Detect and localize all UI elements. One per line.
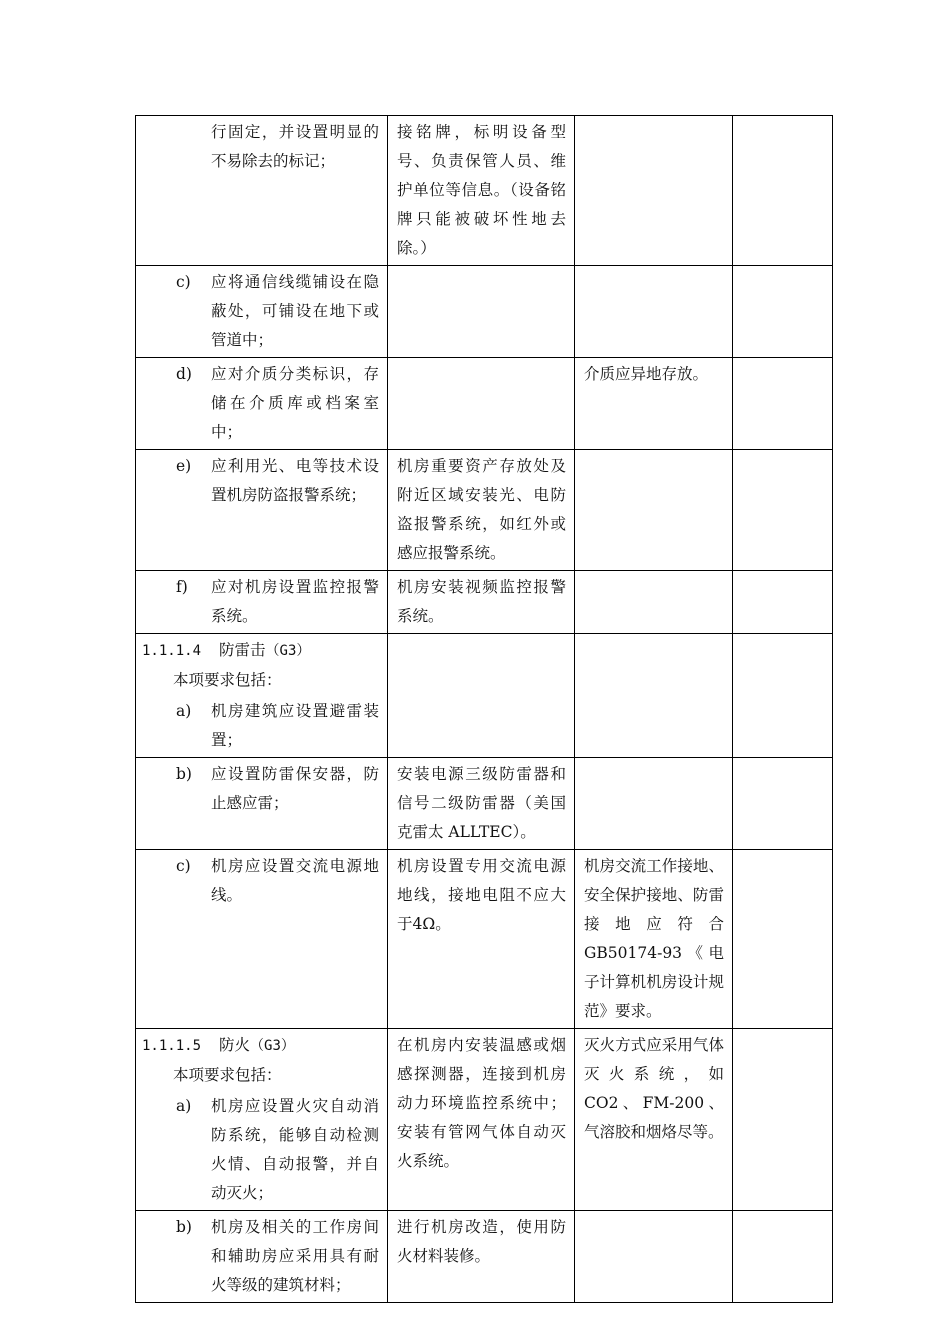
section-intro: 本项要求包括： — [173, 671, 282, 689]
measure-cell — [388, 450, 575, 571]
section-intro: 本项要求包括： — [173, 1066, 282, 1084]
measure-cell — [388, 358, 575, 450]
item-marker: a) — [176, 1097, 192, 1115]
section-level: （G3） — [265, 643, 311, 659]
section-number: 1.1.1.4 — [142, 643, 202, 659]
extra-text — [733, 266, 832, 270]
note-text — [575, 450, 732, 454]
item-marker: d) — [176, 365, 192, 383]
measure-text: 接铭牌，标明设备型号、负责保管人员、维护单位等信息。（设备铭牌只能被破坏性地去除。） — [397, 123, 566, 257]
extra-cell — [733, 116, 833, 266]
note-text — [575, 1211, 732, 1215]
extra-cell — [733, 850, 833, 1029]
extra-text — [733, 571, 832, 575]
measure-text: 机房设置专用交流电源地线，接地电阻不应大于4Ω。 — [397, 857, 566, 933]
item-marker: b) — [176, 765, 192, 783]
note-text: 介质应异地存放。 — [584, 365, 709, 383]
section-number: 1.1.1.5 — [142, 1038, 202, 1054]
item-marker: f) — [176, 578, 188, 596]
item-marker: b) — [176, 1218, 192, 1236]
requirements-table — [135, 115, 833, 1303]
note-text — [575, 266, 732, 270]
requirement-text: 应利用光、电等技术设置机房防盗报警系统； — [211, 457, 379, 504]
requirement-text: 行固定，并设置明显的不易除去的标记； — [211, 123, 379, 170]
note-cell — [575, 571, 733, 634]
section-heading — [136, 634, 387, 666]
note-cell — [575, 850, 733, 1029]
requirement-cell — [136, 571, 388, 634]
extra-text — [733, 116, 832, 120]
table-row — [136, 571, 833, 634]
note-cell — [575, 1211, 733, 1303]
measure-cell — [388, 571, 575, 634]
note-text: 灭火方式应采用气体灭火系统，如CO2、FM-200、气溶胶和烟烙尽等。 — [584, 1036, 724, 1141]
table-row — [136, 1211, 833, 1303]
extra-text — [733, 850, 832, 854]
measure-text — [388, 358, 574, 362]
table-row — [136, 758, 833, 850]
extra-cell — [733, 266, 833, 358]
table-row — [136, 266, 833, 358]
note-cell — [575, 450, 733, 571]
requirement-text: 机房及相关的工作房间和辅助房应采用具有耐火等级的建筑材料； — [211, 1218, 379, 1294]
extra-text — [733, 1211, 832, 1215]
requirement-text: 机房应设置交流电源地线。 — [211, 857, 379, 904]
item-marker: c) — [176, 273, 191, 291]
extra-text — [733, 634, 832, 638]
requirement-text: 机房应设置火灾自动消防系统，能够自动检测火情、自动报警，并自动灭火； — [211, 1097, 379, 1202]
extra-cell — [733, 758, 833, 850]
section-title: 防火 — [219, 1036, 251, 1054]
requirement-text: 应对机房设置监控报警系统。 — [211, 578, 379, 625]
measure-cell — [388, 850, 575, 1029]
table-row — [136, 634, 833, 758]
requirement-text: 应对介质分类标识，存储在介质库或档案室中； — [211, 365, 379, 441]
measure-text: 机房安装视频监控报警系统。 — [397, 578, 566, 625]
item-marker: c) — [176, 857, 191, 875]
measure-text: 在机房内安装温感或烟感探测器，连接到机房动力环境监控系统中；安装有管网气体自动灭火系统。 — [397, 1036, 566, 1170]
measure-cell — [388, 116, 575, 266]
section-title: 防雷击 — [219, 641, 266, 659]
note-text — [575, 634, 732, 638]
extra-cell — [733, 571, 833, 634]
measure-text — [388, 634, 574, 638]
requirement-text: 机房建筑应设置避雷装置； — [211, 702, 379, 749]
note-cell — [575, 634, 733, 758]
table-row — [136, 850, 833, 1029]
measure-text: 安装电源三级防雷器和信号二级防雷器（美国克雷太 ALLTEC）。 — [397, 765, 566, 841]
requirement-cell — [136, 1029, 388, 1211]
note-text — [575, 116, 732, 120]
requirement-cell — [136, 358, 388, 450]
extra-text — [733, 450, 832, 454]
note-cell — [575, 758, 733, 850]
extra-cell — [733, 450, 833, 571]
table-row — [136, 1029, 833, 1211]
note-text — [575, 571, 732, 575]
extra-cell — [733, 358, 833, 450]
extra-text — [733, 358, 832, 362]
table-row — [136, 358, 833, 450]
measure-cell — [388, 266, 575, 358]
note-cell — [575, 266, 733, 358]
note-cell — [575, 358, 733, 450]
measure-text: 进行机房改造，使用防火材料装修。 — [397, 1218, 566, 1265]
item-marker: e) — [176, 457, 192, 475]
requirement-cell — [136, 850, 388, 1029]
note-text: 机房交流工作接地、安全保护接地、防雷接地应符合GB50174-93《电子计算机机房设计规范》要求。 — [584, 857, 724, 1020]
extra-text — [733, 1029, 832, 1033]
requirement-cell — [136, 266, 388, 358]
requirement-cell — [136, 116, 388, 266]
note-text — [575, 758, 732, 762]
requirement-cell — [136, 758, 388, 850]
requirement-cell — [136, 634, 388, 758]
measure-cell — [388, 1211, 575, 1303]
table-row — [136, 116, 833, 266]
measure-cell — [388, 1029, 575, 1211]
measure-cell — [388, 634, 575, 758]
extra-cell — [733, 1211, 833, 1303]
requirement-cell — [136, 450, 388, 571]
requirement-text: 应将通信线缆铺设在隐蔽处，可铺设在地下或管道中； — [211, 273, 379, 349]
section-heading — [136, 1029, 387, 1061]
measure-text — [388, 266, 574, 270]
item-marker: a) — [176, 702, 192, 720]
note-cell — [575, 116, 733, 266]
extra-cell — [733, 634, 833, 758]
requirement-text: 应设置防雷保安器，防止感应雷； — [211, 765, 379, 812]
extra-cell — [733, 1029, 833, 1211]
requirement-cell — [136, 1211, 388, 1303]
extra-text — [733, 758, 832, 762]
note-cell — [575, 1029, 733, 1211]
section-level: （G3） — [250, 1038, 295, 1054]
measure-text: 机房重要资产存放处及附近区域安装光、电防盗报警系统，如红外或感应报警系统。 — [397, 457, 566, 562]
table-row — [136, 450, 833, 571]
measure-cell — [388, 758, 575, 850]
